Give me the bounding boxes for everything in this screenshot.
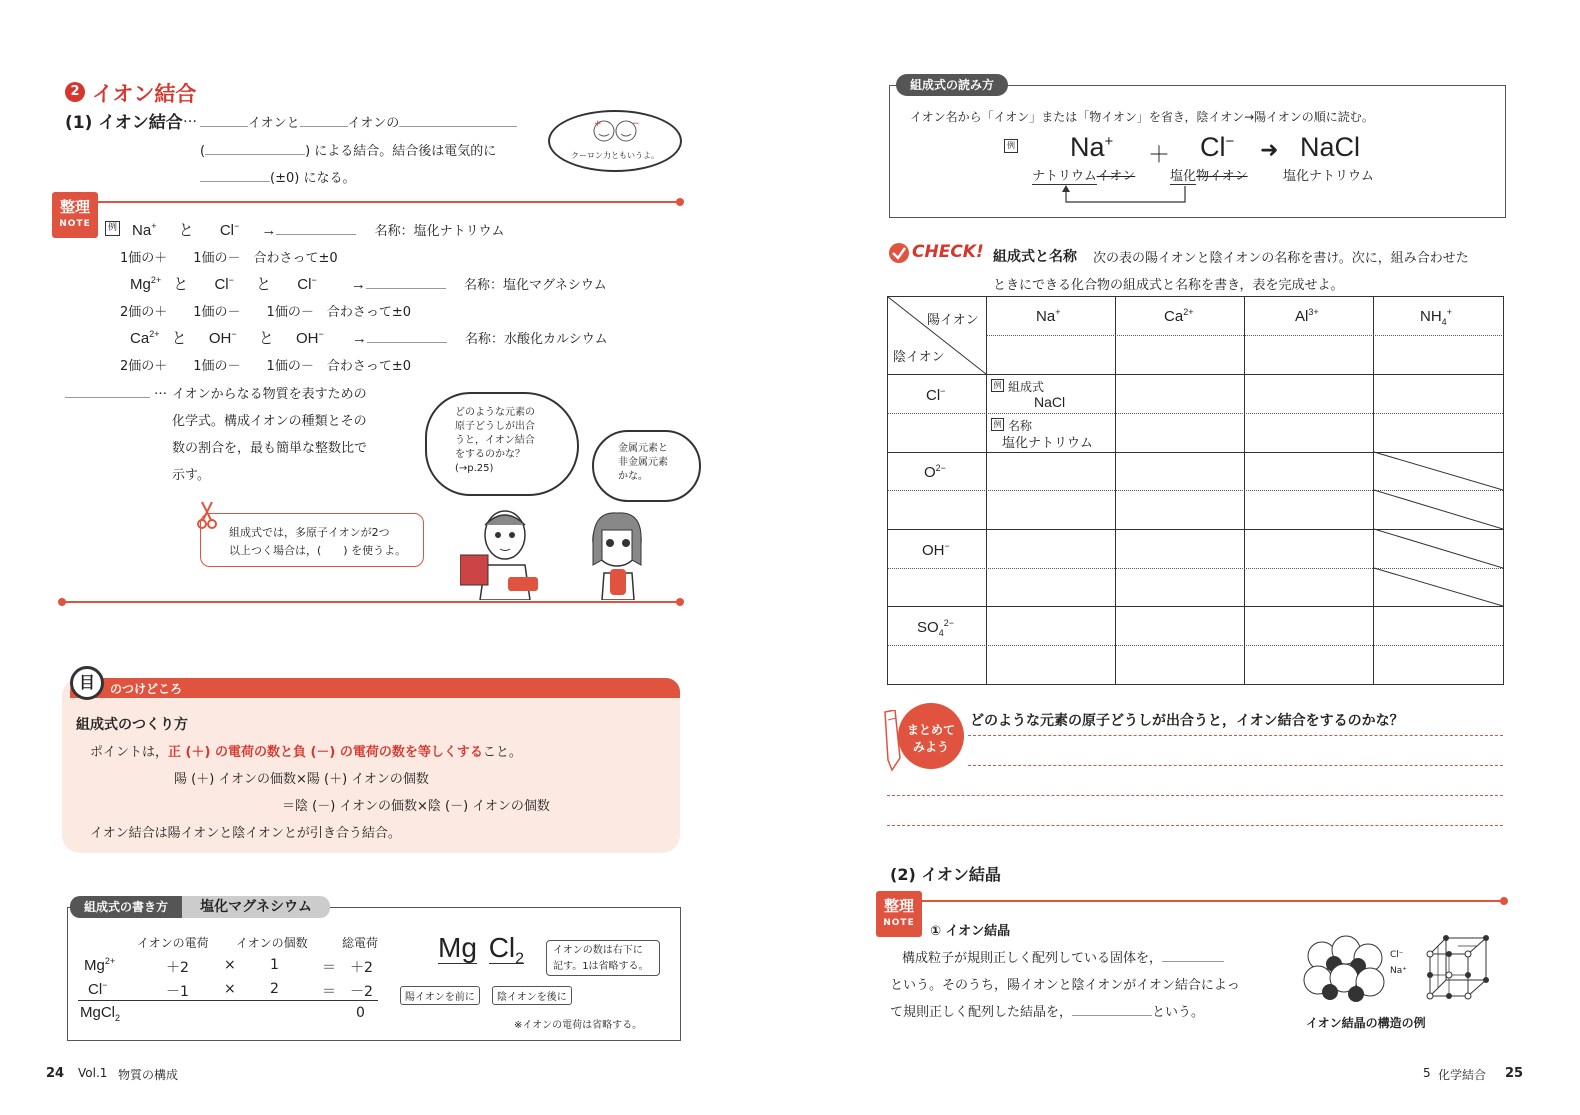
right-page bbox=[790, 0, 1580, 1115]
write-times: × bbox=[224, 957, 236, 973]
label-anion-back: 陰イオンを後に bbox=[492, 986, 572, 1005]
ex2-arrow: → bbox=[350, 276, 366, 293]
write-charge: －1 bbox=[166, 984, 189, 1000]
crystal-cl-label: Cl⁻ bbox=[1390, 950, 1404, 960]
cloud-line: 金属元素と bbox=[618, 443, 668, 454]
blank-field[interactable] bbox=[200, 126, 248, 127]
question-cloud-text bbox=[455, 406, 535, 476]
answer-line[interactable] bbox=[887, 795, 1503, 796]
question-cloud bbox=[425, 392, 579, 496]
answer-line[interactable] bbox=[968, 735, 1503, 736]
scissors-icon bbox=[196, 500, 218, 530]
big-mg: Mg bbox=[438, 932, 477, 963]
ex1-na: Na bbox=[132, 222, 152, 239]
table-anion-label: 陰イオン bbox=[893, 350, 945, 365]
matome-question: どのような元素の原子どうしが出合うと，イオン結合をするのかな？ bbox=[970, 713, 1404, 729]
anion-sub: 4 bbox=[938, 628, 944, 638]
crystal-heading: ① イオン結晶 bbox=[930, 924, 1011, 939]
ex3-oh1: OH bbox=[208, 330, 232, 347]
write-head-count: イオンの個数 bbox=[236, 936, 308, 950]
teacher-character-illustration bbox=[460, 505, 550, 600]
crystal-l3a: て規則正しく配列した結晶を， bbox=[890, 1005, 1073, 1020]
answer-line[interactable] bbox=[887, 825, 1503, 826]
write-zero: 0 bbox=[356, 1005, 365, 1021]
coulomb-caption: クーロン力ともいうよ。 bbox=[571, 151, 659, 160]
s1-l3: (±0) になる。 bbox=[270, 171, 356, 186]
tsukedokoro-line4: イオン結合は陽イオンと陰イオンとが引き合う結合。 bbox=[90, 826, 401, 841]
note-bottom-rule bbox=[62, 601, 680, 603]
reading-na-name2: イオン bbox=[1096, 169, 1136, 184]
metal-cloud bbox=[592, 430, 701, 502]
reading-cl-name2: 物イオン bbox=[1196, 169, 1248, 184]
footer-chapter: 物質の構成 bbox=[118, 1068, 179, 1082]
write-result-sub: 2 bbox=[115, 1013, 121, 1023]
reading-result-name: 塩化ナトリウム bbox=[1283, 169, 1374, 184]
label-cation-front: 陽イオンを前に bbox=[400, 986, 480, 1005]
cation-sup: + bbox=[1055, 307, 1061, 317]
rule-dot bbox=[676, 598, 684, 606]
check-icon bbox=[888, 242, 910, 264]
write-row-ion bbox=[88, 980, 107, 998]
tsukedokoro-icon: 目 bbox=[70, 666, 104, 700]
reading-na: Na+ bbox=[1070, 132, 1114, 162]
tsukedokoro-line3: ＝陰 (－) イオンの価数×陰 (－) イオンの個数 bbox=[282, 799, 550, 814]
tsuke-l1c: こと。 bbox=[482, 745, 522, 760]
write-ion: Cl bbox=[88, 981, 103, 998]
metal-cloud-text bbox=[618, 442, 668, 484]
reading-plus: ＋ bbox=[1148, 143, 1171, 168]
ex2-to2: と bbox=[256, 276, 272, 293]
note-tag bbox=[876, 891, 922, 937]
subsection-1-label: (1) イオン結合 bbox=[65, 113, 183, 133]
table-anion bbox=[926, 386, 945, 406]
write-count: 2 bbox=[270, 981, 279, 997]
table-ex-name: 塩化ナトリウム bbox=[1002, 436, 1093, 451]
rule-dot bbox=[1500, 897, 1508, 905]
cation-sup: + bbox=[1446, 307, 1452, 317]
cation-sub: 4 bbox=[1441, 317, 1447, 327]
table-ex-formula: NaCl bbox=[1034, 394, 1066, 410]
reading-cl: Cl− bbox=[1200, 132, 1235, 162]
footer-chapter-right: 化学結合 bbox=[1438, 1068, 1487, 1082]
ex3-oh2: OH bbox=[295, 330, 319, 347]
write-times: × bbox=[224, 981, 236, 997]
anion-sup: − bbox=[940, 386, 946, 396]
ex1-row: Na+ と Cl− → 名称：塩化ナトリウム bbox=[132, 221, 505, 239]
cation-sup: 3+ bbox=[1308, 307, 1319, 317]
note-tag-kanji: 整理 bbox=[59, 198, 90, 216]
crystal-l3 bbox=[890, 1001, 1204, 1020]
tsuke-l1a: ポイントは， bbox=[90, 745, 169, 760]
subsection-2-label: (2) イオン結晶 bbox=[890, 865, 1001, 884]
cloud-line: (→p.25) bbox=[455, 463, 494, 474]
ex1-sub: 1価の＋ 1価の－ 合わさって±0 bbox=[120, 251, 338, 266]
cation-base: Al bbox=[1295, 308, 1309, 325]
tsukedokoro-box bbox=[62, 673, 680, 853]
write-head-charge: イオンの電荷 bbox=[137, 936, 209, 950]
big-formula bbox=[438, 932, 524, 969]
anion-base: SO bbox=[917, 619, 939, 636]
write-sum-rule bbox=[78, 1000, 378, 1001]
s1-line3 bbox=[200, 167, 355, 186]
def-blank[interactable] bbox=[65, 397, 150, 398]
cloud-line: 非金属元素 bbox=[618, 457, 668, 468]
example-mark: 例 bbox=[105, 221, 120, 236]
reading-na-name1: ナトリウム bbox=[1032, 169, 1097, 184]
table-anion bbox=[922, 541, 950, 561]
tsukedokoro-line2: 陽 (＋) イオンの価数×陽 (＋) イオンの個数 bbox=[174, 772, 429, 787]
section-title: イオン結合 bbox=[92, 82, 197, 106]
reading-nacl: NaCl bbox=[1300, 132, 1361, 162]
write-row-ion bbox=[84, 956, 115, 974]
writing-title: 塩化マグネシウム bbox=[182, 896, 330, 918]
table-cation bbox=[1164, 307, 1193, 327]
check-l2: ときにできる化合物の組成式と名称を書き，表を完成せよ。 bbox=[993, 278, 1344, 293]
note-rule-right bbox=[888, 900, 1503, 902]
reading-order-arrow-icon bbox=[1060, 184, 1190, 206]
note-tag-kanji: 整理 bbox=[883, 897, 914, 915]
tsukedokoro-title: のつけどころ bbox=[110, 682, 183, 696]
reading-na-name bbox=[1032, 165, 1135, 184]
s1-l1a: イオンと bbox=[248, 116, 300, 131]
callout-l2: 記す。1は省略する。 bbox=[553, 961, 649, 972]
anion-sup: − bbox=[944, 541, 950, 551]
page-number-right: 25 bbox=[1505, 1066, 1524, 1081]
matome-l2: みよう bbox=[912, 740, 949, 754]
ex2-sub: 2価の＋ 1価の－ 1価の－ 合わさって±0 bbox=[120, 305, 411, 320]
check-label: CHECK! bbox=[912, 242, 984, 262]
blank-field[interactable] bbox=[367, 342, 447, 343]
s1-line2 bbox=[200, 140, 496, 159]
blank-field[interactable] bbox=[200, 181, 270, 182]
big-cl-sub: 2 bbox=[515, 950, 525, 968]
crystal-l1-text: 構成粒子が規則正しく配列している固体を， bbox=[902, 951, 1163, 966]
def-l1: イオンからなる物質を表すための bbox=[172, 387, 367, 402]
write-charge: ＋2 bbox=[166, 960, 189, 976]
write-count: 1 bbox=[270, 957, 279, 973]
crystal-sphere-model-illustration bbox=[1302, 934, 1388, 1010]
anion-sup: 2− bbox=[935, 463, 946, 473]
blank-field[interactable] bbox=[300, 126, 348, 127]
ex1-arrow: → bbox=[261, 222, 277, 239]
reading-example-mark: 例 bbox=[1004, 139, 1018, 153]
hint-l1: 組成式では，多原子イオンが2つ bbox=[229, 526, 390, 539]
svg-text:+: + bbox=[594, 119, 602, 129]
writing-tab: 組成式の書き方 bbox=[70, 896, 182, 918]
note-tag bbox=[52, 192, 98, 238]
cloud-line: 原子どうしが出合 bbox=[455, 421, 535, 432]
blank-field[interactable] bbox=[1162, 961, 1224, 962]
reading-cl-name bbox=[1170, 165, 1248, 184]
check-title: 組成式と名称 bbox=[993, 249, 1077, 265]
ex3-sub: 2価の＋ 1価の－ 1価の－ 合わさって±0 bbox=[120, 359, 411, 374]
write-total: ＋2 bbox=[350, 960, 373, 976]
blank-field[interactable] bbox=[366, 288, 446, 289]
reading-tab: 組成式の読み方 bbox=[896, 74, 1008, 96]
ex3-arrow: → bbox=[351, 330, 367, 347]
table-anion bbox=[924, 463, 946, 483]
cation-base: Na bbox=[1036, 308, 1056, 325]
write-eq: ＝ bbox=[322, 960, 336, 976]
note-tag-label: NOTE bbox=[883, 918, 915, 928]
hint-l2: 以上つく場合は，( ) を使うよ。 bbox=[229, 544, 407, 557]
crystal-caption: イオン結晶の構造の例 bbox=[1306, 1016, 1426, 1030]
student-character-illustration bbox=[582, 505, 652, 600]
hint-box bbox=[200, 513, 424, 567]
crystal-l2: という。そのうち，陽イオンと陰イオンがイオン結合によっ bbox=[890, 978, 1240, 993]
table-diagonals bbox=[888, 297, 1503, 684]
reading-box bbox=[889, 85, 1506, 218]
ex3-to1: と bbox=[171, 330, 187, 347]
crystal-lattice-illustration bbox=[1420, 934, 1495, 1004]
write-eq: ＝ bbox=[322, 984, 336, 1000]
ex2-name: 名称：塩化マグネシウム bbox=[464, 277, 607, 292]
def-l3: 数の割合を，最も簡単な整数比で bbox=[172, 441, 368, 456]
ex3-ca: Ca bbox=[130, 330, 150, 347]
anion-base: O bbox=[924, 464, 936, 481]
s1-line1 bbox=[200, 112, 530, 131]
footer-section-number: 5 bbox=[1423, 1066, 1431, 1080]
def-dots: … bbox=[154, 383, 167, 398]
table-ex-mark: 例 bbox=[991, 379, 1004, 392]
table-anion bbox=[917, 618, 954, 638]
cloud-line: をするのかな？ bbox=[455, 449, 525, 460]
table-ex-name-label: 名称 bbox=[1008, 419, 1033, 433]
blank-field[interactable] bbox=[399, 126, 517, 127]
write-total: －2 bbox=[350, 984, 373, 1000]
ex3-name: 名称：水酸化カルシウム bbox=[465, 331, 608, 346]
ex2-cl2: Cl bbox=[297, 276, 312, 293]
blank-field[interactable] bbox=[1072, 1015, 1152, 1016]
tsukedokoro-header-bar bbox=[70, 678, 680, 698]
ex2-to1: と bbox=[173, 276, 189, 293]
table-cation bbox=[1295, 307, 1319, 327]
rule-dot bbox=[676, 198, 684, 206]
matome-badge bbox=[898, 703, 964, 769]
big-cl bbox=[488, 932, 525, 968]
svg-text:−: − bbox=[632, 119, 640, 129]
pencil-icon bbox=[880, 710, 902, 772]
tsukedokoro-line1 bbox=[90, 741, 522, 760]
cation-base: Ca bbox=[1164, 308, 1184, 325]
answer-line[interactable] bbox=[968, 765, 1503, 766]
page-number-left: 24 bbox=[46, 1066, 65, 1081]
s1-l2a: ( bbox=[200, 144, 206, 159]
check-l1: 次の表の陽イオンと陰イオンの名称を書け。次に，組み合わせた bbox=[1093, 251, 1469, 266]
tsuke-l1b-emphasis: 正 (＋) の電荷の数と負 (－) の電荷の数を等しくする bbox=[168, 745, 483, 760]
write-ion-sup: − bbox=[102, 980, 108, 990]
ex2-mg: Mg bbox=[130, 276, 151, 293]
write-ion-sup: 2+ bbox=[104, 956, 116, 966]
coulomb-illustration-bubble bbox=[548, 110, 682, 172]
note-tag-label: NOTE bbox=[59, 219, 91, 229]
rule-dot bbox=[58, 598, 66, 606]
ex2-cl1: Cl bbox=[214, 276, 229, 293]
ex1-cl: Cl bbox=[219, 222, 234, 239]
reading-rule: イオン名から「イオン」または「物イオン」を省き，陰イオン→陽イオンの順に読む。 bbox=[910, 110, 1374, 124]
table-ex-formula-label: 組成式 bbox=[1008, 380, 1045, 394]
ex3-to2: と bbox=[258, 330, 274, 347]
def-l4: 示す。 bbox=[172, 468, 210, 483]
anion-base: OH bbox=[922, 542, 945, 559]
ex2-row: $Mg^{2+}$ と Cl− と Cl− → 名称：塩化マグネシウム bbox=[130, 275, 607, 293]
callout-l1: イオンの数は右下に bbox=[553, 945, 643, 956]
coulomb-faces-icon bbox=[590, 118, 640, 144]
reading-arrow-icon: ➜ bbox=[1260, 138, 1279, 163]
s1-l2b: ) による結合。結合後は電気的に bbox=[305, 144, 497, 159]
ex1-to: と bbox=[178, 222, 194, 239]
cloud-line: どのような元素の bbox=[455, 407, 535, 418]
reading-na-base: Na bbox=[1070, 132, 1105, 162]
reading-cl-name1: 塩化 bbox=[1170, 169, 1197, 184]
ex1-name: 名称：塩化ナトリウム bbox=[374, 223, 505, 238]
cation-sup: 2+ bbox=[1183, 307, 1194, 317]
write-result bbox=[80, 1004, 120, 1023]
s1-dots: … bbox=[183, 110, 197, 126]
table-ex-mark: 例 bbox=[991, 418, 1004, 431]
blank-field[interactable] bbox=[205, 154, 305, 155]
big-cl-base: Cl bbox=[488, 932, 516, 963]
blank-field[interactable] bbox=[276, 234, 356, 235]
subscript-callout bbox=[546, 940, 660, 976]
crystal-na-label: Na⁺ bbox=[1390, 966, 1407, 976]
anion-sup: 2− bbox=[943, 618, 954, 628]
crystal-l1 bbox=[902, 947, 1224, 966]
write-result-base: MgCl bbox=[80, 1004, 116, 1021]
matome-l1: まとめて bbox=[906, 723, 955, 737]
section-number-badge: 2 bbox=[65, 82, 85, 102]
table-cation-label: 陽イオン bbox=[927, 313, 979, 328]
table-cation bbox=[1420, 307, 1452, 327]
cloud-line: うと，イオン結合 bbox=[455, 435, 535, 446]
anion-base: Cl bbox=[926, 387, 941, 404]
ex3-row: $Ca^{2+}$ と OH− と OH− → 名称：水酸化カルシウム bbox=[130, 329, 608, 347]
crystal-l3b: という。 bbox=[1152, 1005, 1205, 1020]
note-top-rule bbox=[60, 201, 680, 203]
cation-base: NH bbox=[1420, 308, 1442, 325]
write-footnote: ※イオンの電荷は省略する。 bbox=[514, 1020, 643, 1031]
write-ion: Mg bbox=[84, 957, 105, 974]
table-cation bbox=[1036, 307, 1060, 327]
write-head-total: 総電荷 bbox=[342, 936, 379, 950]
s1-l1b: イオンの bbox=[347, 116, 400, 131]
cloud-line: かな。 bbox=[618, 471, 648, 482]
tsukedokoro-heading: 組成式のつくり方 bbox=[76, 717, 188, 733]
def-l2: 化学式。構成イオンの種類とその bbox=[172, 414, 367, 429]
footer-vol: Vol.1 bbox=[78, 1066, 108, 1080]
reading-cl-base: Cl bbox=[1200, 132, 1226, 162]
